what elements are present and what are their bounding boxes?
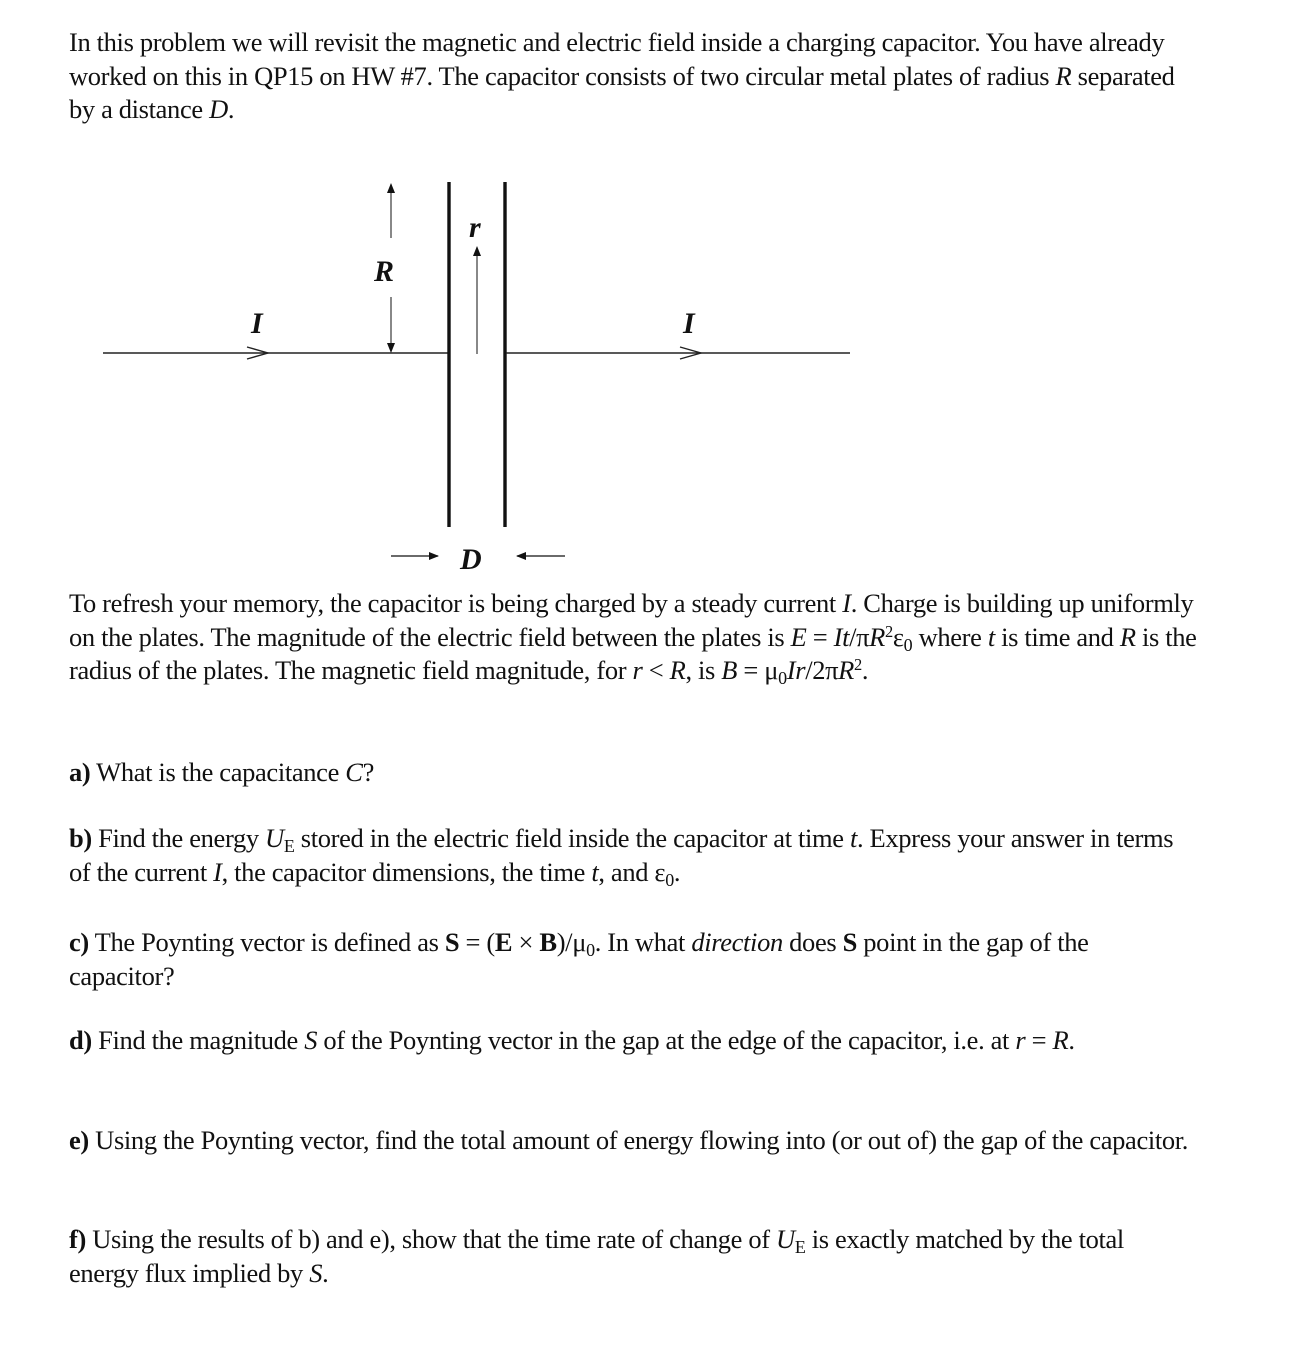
text-run: R — [1052, 1025, 1069, 1055]
text-run: Using the Poynting vector, find the total amount of energy flowing into (or out of) the gap of the capacitor. — [88, 1125, 1189, 1155]
text-run: does — [782, 927, 843, 957]
text-run: , the capacitor dimensions, the time — [221, 856, 592, 887]
text-run: × — [512, 927, 540, 957]
text-run: 0 — [778, 668, 787, 689]
text-run: U — [776, 1224, 795, 1254]
text-run: E — [283, 836, 295, 857]
text-run: S — [304, 1025, 318, 1055]
question-c — [69, 926, 1199, 993]
text-run: It — [833, 621, 850, 652]
question-f — [69, 1223, 1199, 1290]
text-run: 2 — [854, 654, 862, 674]
text-run: R — [1119, 621, 1136, 652]
current-in-label: I — [251, 307, 263, 340]
text-run: , and ε — [598, 856, 666, 887]
text-run: Using the results of b) and e), show that the time rate of change of — [85, 1224, 777, 1254]
text-run: B — [721, 655, 738, 685]
text-run: < — [642, 655, 670, 685]
r-label: r — [469, 211, 481, 244]
question-b — [69, 822, 1199, 889]
text-run: E — [494, 927, 513, 957]
text-run: . Charge is building up uniformly on the plates. The magnitude of the electric field between the plates is — [69, 588, 1194, 652]
text-run: = — [1025, 1025, 1053, 1055]
text-run: U — [265, 823, 284, 853]
text-run: What is the capacitance — [90, 757, 346, 787]
text-run: . — [227, 94, 235, 124]
text-run: R — [669, 655, 686, 685]
text-run: S — [444, 927, 460, 957]
text-run: S — [309, 1257, 323, 1288]
text-run: /π — [849, 621, 870, 652]
text-run: direction — [691, 927, 783, 957]
text-run: is time and — [994, 621, 1120, 652]
text-run: S — [842, 927, 857, 957]
text-run: r — [1015, 1025, 1026, 1055]
text-run: . In what — [594, 927, 692, 957]
text-run: E — [794, 1237, 806, 1258]
text-run: 0 — [903, 634, 913, 655]
text-run: 2 — [884, 621, 893, 641]
text-run: )/μ — [556, 927, 587, 957]
text-run: R — [1055, 60, 1072, 91]
capacitor-diagram — [0, 0, 1312, 590]
text-run: ? — [362, 757, 375, 787]
text-run: I — [213, 856, 222, 887]
text-run: Find the energy — [91, 823, 266, 853]
text-run: 0 — [665, 869, 674, 890]
question-label: d) — [69, 1025, 92, 1055]
text-run: C — [345, 757, 363, 787]
text-run: In this problem we will revisit the magnetic and electric field inside a charging capacitor. You have already worked on this in QP15 on HW #7. The capacitor consists of two circular metal plates of radius — [69, 27, 1165, 91]
text-run: Find the magnitude — [91, 1025, 305, 1055]
text-run: is exactly matched by the total energy flux implied by — [69, 1224, 1124, 1288]
text-run: separated by a distance — [69, 60, 1175, 124]
text-run: R — [869, 621, 885, 652]
text-run: where — [912, 621, 988, 652]
text-run: . — [673, 856, 681, 887]
text-run: = ( — [459, 927, 495, 957]
text-run: t — [591, 856, 599, 887]
question-label: c) — [69, 927, 89, 957]
text-run: Ir — [786, 655, 806, 685]
text-run: ε — [892, 621, 904, 652]
text-run: R — [838, 655, 855, 685]
question-a — [69, 756, 1199, 790]
question-label: b) — [69, 823, 92, 853]
text-run: I — [842, 588, 851, 618]
text-run: t — [987, 621, 995, 652]
text-run: . — [861, 655, 869, 685]
current-out-label: I — [683, 307, 695, 340]
text-run: B — [539, 927, 557, 957]
radius-label: R — [374, 255, 395, 288]
text-run: E — [790, 621, 807, 652]
question-e — [69, 1124, 1199, 1158]
text-run: = — [806, 621, 834, 652]
text-run: t — [849, 823, 857, 853]
text-run: = μ — [737, 655, 779, 685]
text-run: point in the gap of the capacitor? — [69, 927, 1089, 991]
separation-label: D — [460, 543, 482, 576]
text-run: stored in the electric field inside the capacitor at time — [294, 823, 850, 853]
question-label: a) — [69, 757, 91, 787]
question-label: e) — [69, 1125, 89, 1155]
text-run: . Express your answer in terms of the current — [69, 823, 1174, 887]
refresh-paragraph — [69, 587, 1199, 688]
text-run: 0 — [586, 940, 595, 961]
text-run: is the radius of the plates. The magnetic field magnitude, for — [69, 621, 1197, 685]
text-run: . — [322, 1257, 329, 1288]
text-run: /2π — [805, 655, 839, 685]
text-run: The Poynting vector is defined as — [88, 927, 445, 957]
text-run: r — [632, 655, 643, 685]
text-run: To refresh your memory, the capacitor is being charged by a steady current — [69, 588, 843, 618]
text-run: . — [1068, 1025, 1075, 1055]
text-run: D — [209, 94, 228, 124]
question-label: f) — [69, 1224, 86, 1254]
text-run: of the Poynting vector in the gap at the edge of the capacitor, i.e. at — [317, 1025, 1016, 1055]
question-d — [69, 1024, 1199, 1058]
text-run: , is — [685, 655, 722, 685]
